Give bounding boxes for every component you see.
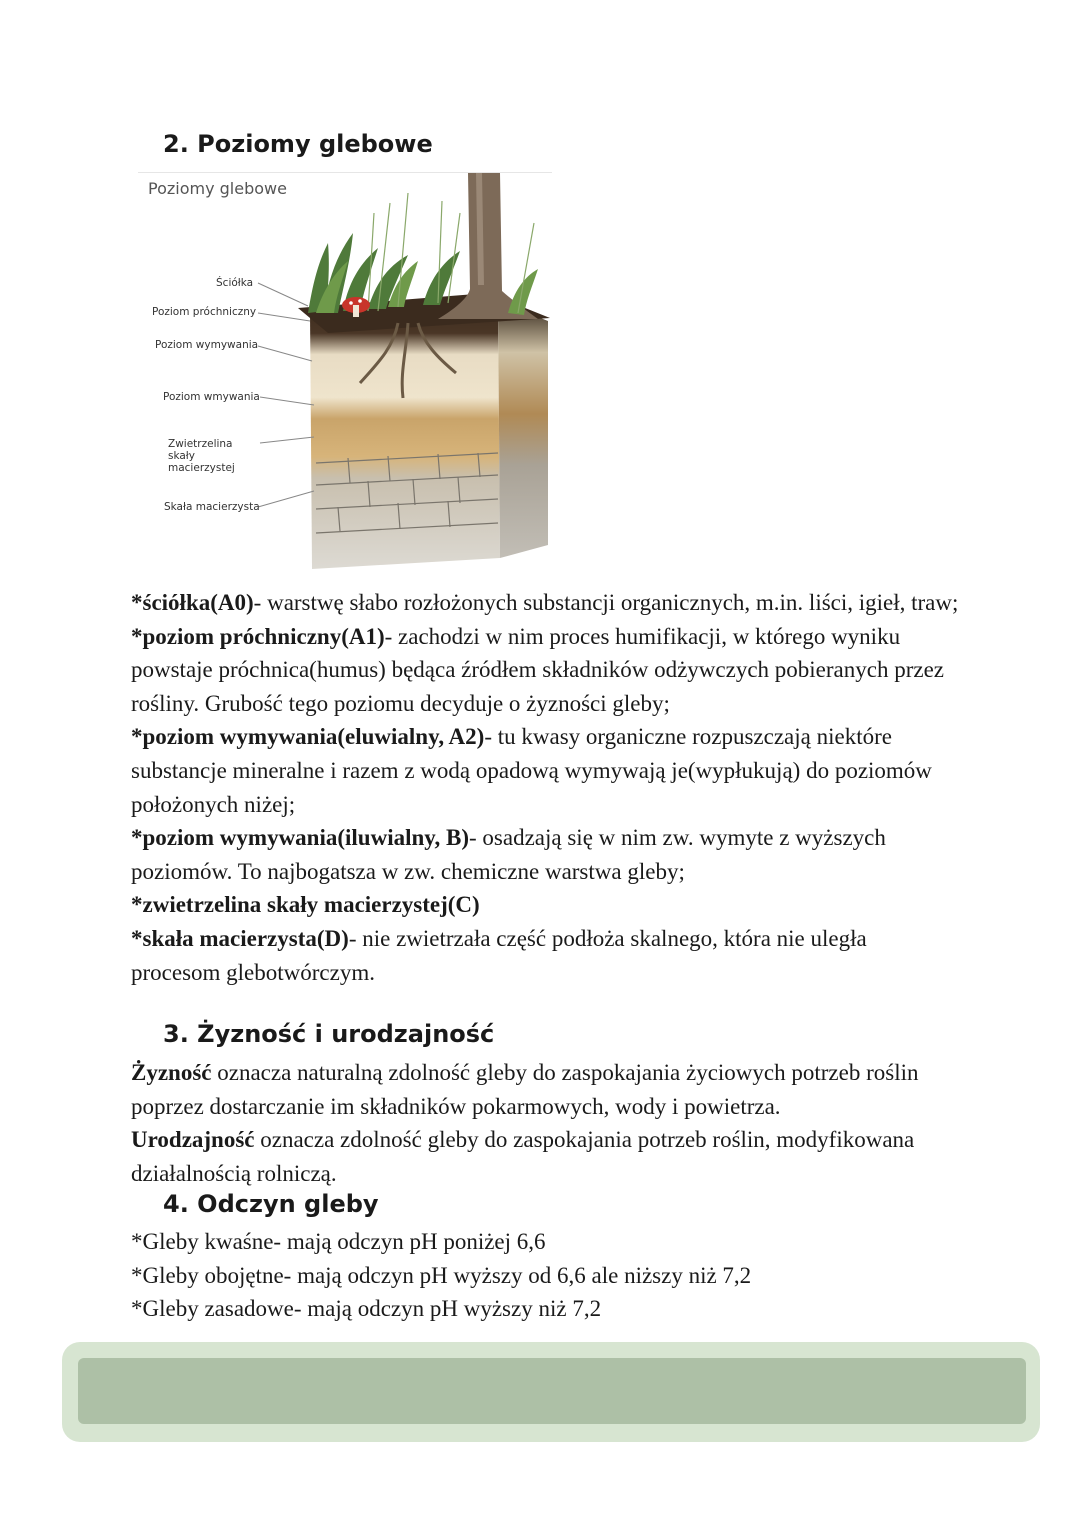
label-skala-macierzysta: Skała macierzysta [164, 501, 260, 513]
definition-item: *skała macierzysta(D)- nie zwietrzała część podłoża skalnego, która nie uległa procesom glebotwórczym. [131, 925, 867, 985]
ph-line: *Gleby zasadowe- mają odczyn pH wyższy niż 7,2 [131, 1296, 602, 1322]
ph-list [131, 1225, 961, 1326]
label-sciolka: Ściółka [216, 277, 254, 289]
section-heading-odczyn: 4. Odczyn gleby [163, 1190, 379, 1218]
footer-banner-inner [78, 1358, 1026, 1424]
ph-line: *Gleby obojętne- mają odczyn pH wyższy od 6,6 ale niższy niż 7,2 [131, 1262, 752, 1288]
definition-item: *ściółka(A0)- warstwę słabo rozłożonych substancji organicznych, m.in. liści, igieł, traw; [131, 590, 959, 615]
label-poziom-wymywania: Poziom wymywania [155, 339, 259, 351]
section-heading-poziomy: 2. Poziomy glebowe [163, 130, 433, 158]
definition-item: *zwietrzelina skały macierzystej(C) [131, 892, 480, 918]
soil-horizons-figure [138, 172, 552, 577]
soil-horizons-definitions [131, 586, 961, 989]
figure-title: Poziomy glebowe [148, 179, 287, 198]
definition-item: *poziom wymywania(iluwialny, B)- osadzają się w nim zw. wymyte z wyższych poziomów. To najbogatsza w zw. chemiczne warstwa gleby; [131, 825, 886, 884]
definition-item: *poziom próchniczny(A1)- zachodzi w nim proces humifikacji, w którego wyniku powstaje próchnica(humus) będąca źródłem składników odżywczych pobieranych przez rośliny. Grubość tego poziomu decyduje o żyzności gleby; [131, 623, 944, 716]
soil-profile-illustration [138, 173, 552, 577]
paragraph-urodzajnosc: Urodzajność oznacza zdolność gleby do zaspokajania potrzeb roślin, modyfikowana działalnością rolniczą. [131, 1127, 915, 1186]
ph-line: *Gleby kwaśne- mają odczyn pH poniżej 6,6 [131, 1229, 546, 1254]
paragraph-zyznosc: Żyzność oznacza naturalną zdolność gleby do zaspokajania życiowych potrzeb roślin poprzez dostarczanie im składników pokarmowych, wody i powietrza. [131, 1060, 919, 1119]
fertility-paragraphs [131, 1056, 961, 1190]
definition-item: *poziom wymywania(eluwialny, A2)- tu kwasy organiczne rozpuszczają niektóre substancje mineralne i razem z wodą opadową wymywają je(wypłukują) do poziomów położonych niżej; [131, 724, 932, 817]
label-zwietrzelina: Zwietrzelina skały macierzystej [168, 438, 235, 474]
label-poziom-prochniczny: Poziom próchniczny [152, 306, 257, 318]
label-poziom-wmywania: Poziom wmywania [163, 391, 260, 403]
section-heading-zyznosc: 3. Żyzność i urodzajność [163, 1020, 495, 1048]
